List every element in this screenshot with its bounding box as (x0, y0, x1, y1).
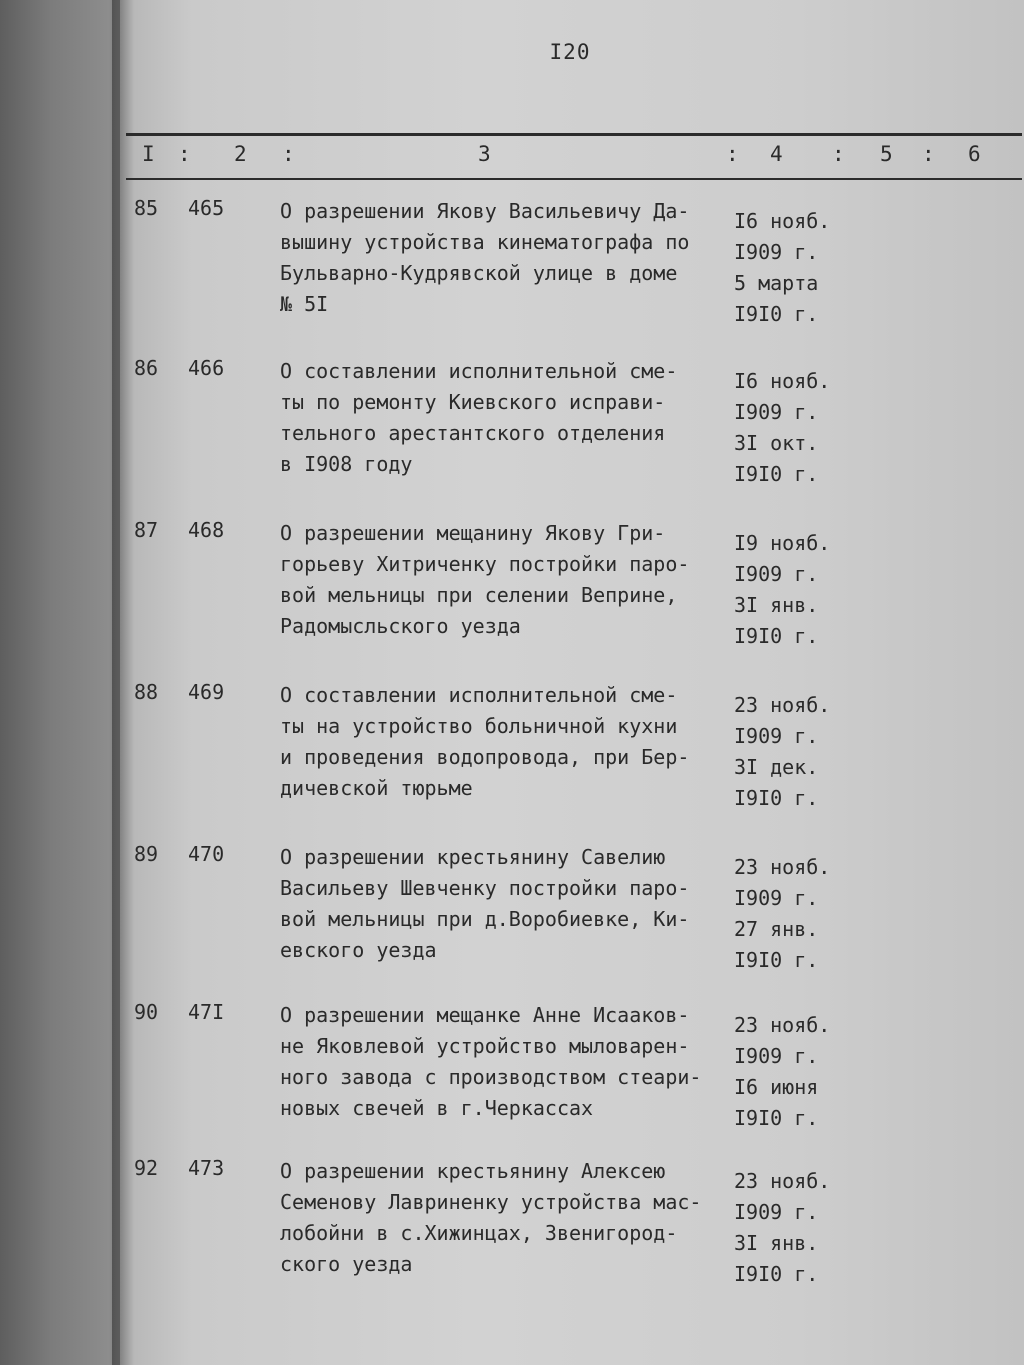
table-row (120, 356, 1024, 496)
date-line: 3I янв. (734, 1231, 819, 1255)
description-line: вышину устройства кинематографа по (280, 230, 690, 254)
description-line: новых свечей в г.Черкассах (280, 1096, 594, 1120)
date-line: I6 нояб. (734, 209, 831, 233)
row-number: 87 (134, 518, 159, 542)
description-line: ного завода с производством стеари- (280, 1065, 702, 1089)
header-rule-bottom (126, 178, 1022, 180)
row-number: 88 (134, 680, 159, 704)
row-number: 85 (134, 196, 159, 220)
row-dates (734, 528, 830, 652)
row-number: 89 (134, 842, 159, 866)
date-line: I9I0 г. (734, 786, 819, 810)
description-line: не Яковлевой устройство мыловарен- (280, 1034, 690, 1058)
row-description (280, 196, 689, 320)
row-number: 92 (134, 1156, 159, 1180)
row-description (280, 680, 689, 804)
description-line: О разрешении мещанину Якову Гри- (280, 521, 666, 545)
page-number: I20 (549, 40, 591, 64)
header-separator: : (178, 142, 191, 166)
facing-page-edge (0, 0, 128, 1365)
row-dates (734, 366, 830, 490)
header-separator: : (832, 142, 845, 166)
date-line: I6 июня (734, 1075, 819, 1099)
file-number: 470 (188, 842, 225, 866)
description-line: вой мельницы при селении Веприне, (280, 583, 678, 607)
description-line: О разрешении крестьянину Савелию (280, 845, 666, 869)
file-number: 469 (188, 680, 225, 704)
header-col-4: 4 (770, 142, 783, 166)
date-line: I909 г. (734, 724, 819, 748)
date-line: 5 марта (734, 271, 819, 295)
description-line: Семенову Лавриненку устройства мас- (280, 1190, 702, 1214)
date-line: I909 г. (734, 400, 819, 424)
row-description (280, 356, 677, 480)
date-line: 3I окт. (734, 431, 819, 455)
description-line: лобойни в с.Хижинцах, Звенигород- (280, 1221, 678, 1245)
date-line: I9I0 г. (734, 948, 819, 972)
file-number: 466 (188, 356, 225, 380)
row-description (280, 842, 689, 966)
table-row (120, 1000, 1024, 1140)
description-line: О составлении исполнительной сме- (280, 359, 678, 383)
table-row (120, 518, 1024, 658)
description-line: вой мельницы при д.Воробиевке, Ки- (280, 907, 690, 931)
description-line: Васильеву Шевченку постройки паро- (280, 876, 690, 900)
date-line: I909 г. (734, 1200, 819, 1224)
row-number: 90 (134, 1000, 159, 1024)
date-line: 3I янв. (734, 593, 819, 617)
file-number: 473 (188, 1156, 225, 1180)
date-line: I9I0 г. (734, 1262, 819, 1286)
table-row (120, 1156, 1024, 1296)
description-line: и проведения водопровода, при Бер- (280, 745, 690, 769)
header-col-1: I (142, 142, 155, 166)
row-dates (734, 690, 830, 814)
header-col-3: 3 (478, 142, 491, 166)
row-number: 86 (134, 356, 159, 380)
date-line: I9I0 г. (734, 1106, 819, 1130)
date-line: I909 г. (734, 562, 819, 586)
date-line: I9I0 г. (734, 624, 819, 648)
description-line: тельного арестантского отделения (280, 421, 666, 445)
row-description (280, 1156, 701, 1280)
row-dates (734, 1166, 830, 1290)
description-line: дичевской тюрьме (280, 776, 473, 800)
description-line: О разрешении крестьянину Алексею (280, 1159, 666, 1183)
row-dates (734, 1010, 830, 1134)
book-gutter-shadow (112, 0, 134, 1365)
date-line: I9I0 г. (734, 462, 819, 486)
date-line: I909 г. (734, 240, 819, 264)
date-line: I9 нояб. (734, 531, 831, 555)
table-row (120, 842, 1024, 982)
file-number: 47I (188, 1000, 225, 1024)
date-line: 23 нояб. (734, 1013, 831, 1037)
date-line: I909 г. (734, 1044, 819, 1068)
document-page (120, 0, 1024, 1365)
description-line: ского уезда (280, 1252, 413, 1276)
header-col-6: 6 (968, 142, 981, 166)
description-line: евского уезда (280, 938, 437, 962)
date-line: I6 нояб. (734, 369, 831, 393)
row-description (280, 1000, 701, 1124)
description-line: Радомысльского уезда (280, 614, 521, 638)
date-line: 3I дек. (734, 755, 819, 779)
header-col-2: 2 (234, 142, 247, 166)
date-line: I909 г. (734, 886, 819, 910)
description-line: Бульварно-Кудрявской улице в доме (280, 261, 678, 285)
row-description (280, 518, 689, 642)
description-line: ты на устройство больничной кухни (280, 714, 678, 738)
row-dates (734, 206, 830, 330)
header-separator: : (922, 142, 935, 166)
header-separator: : (282, 142, 295, 166)
header-rule-top (126, 133, 1022, 136)
date-line: 23 нояб. (734, 855, 831, 879)
table-row (120, 680, 1024, 820)
table-row (120, 196, 1024, 336)
file-number: 468 (188, 518, 225, 542)
header-separator: : (726, 142, 739, 166)
description-line: в I908 году (280, 452, 413, 476)
description-line: О разрешении Якову Васильевичу Да- (280, 199, 690, 223)
description-line: ты по ремонту Киевского исправи- (280, 390, 666, 414)
description-line: О составлении исполнительной сме- (280, 683, 678, 707)
date-line: 23 нояб. (734, 1169, 831, 1193)
date-line: 27 янв. (734, 917, 819, 941)
date-line: 23 нояб. (734, 693, 831, 717)
date-line: I9I0 г. (734, 302, 819, 326)
description-line: № 5I (280, 292, 329, 316)
file-number: 465 (188, 196, 225, 220)
description-line: горьеву Хитриченку постройки паро- (280, 552, 690, 576)
header-col-5: 5 (880, 142, 893, 166)
description-line: О разрешении мещанке Анне Исааков- (280, 1003, 690, 1027)
row-dates (734, 852, 830, 976)
